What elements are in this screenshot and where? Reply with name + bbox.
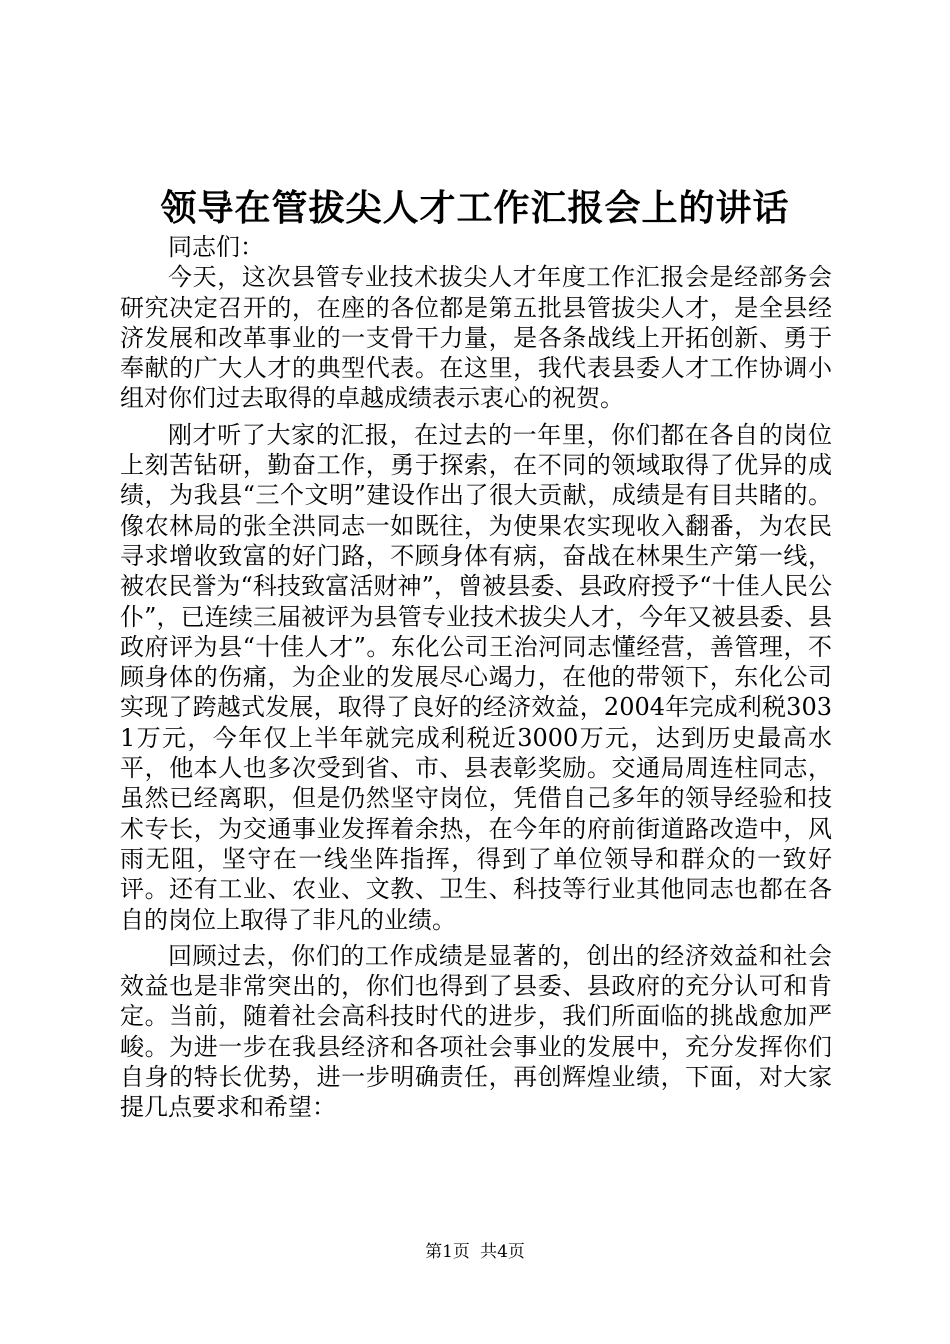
page-footer: [0, 1240, 950, 1264]
document-title: 领导在管拔尖人才工作汇报会上的讲话: [160, 187, 790, 229]
page-total: 共4页: [480, 1242, 525, 1262]
document-body: [120, 232, 832, 1123]
paragraph-outlook: 回顾过去，你们的工作成绩是显著的，创出的经济效益和社会效益也是非常突出的，你们也得到了县委、县政府的充分认可和肯定。当前，随着社会高科技时代的进步，我们所面临的挑战愈加严峻。为进一步在我县经济和各项社会事业的发展中，充分发挥你们自身的特长优势，进一步明确责任，再创辉煌业绩，下面，对大家提几点要求和希望：: [120, 941, 832, 1122]
paragraph-achievements: 刚才听了大家的汇报，在过去的一年里，你们都在各自的岗位上刻苦钻研，勤奋工作，勇于探索，在不同的领域取得了优异的成绩，为我县“三个文明”建设作出了很大贡献，成绩是有目共睹的。像农林局的张全洪同志一如既往，为使果农实现收入翻番，为农民寻求增收致富的好门路，不顾身体有病，奋战在林果生产第一线，被农民誉为“科技致富活财神”，曾被县委、县政府授予“十佳人民公仆”，已连续三届被评为县管专业技术拔尖人才，今年又被县委、县政府评为县“十佳人才”。东化公司王治河同志懂经营，善管理，不顾身体的伤痛，为企业的发展尽心竭力，在他的带领下，东化公司实现了跨越式发展，取得了良好的经济效益，2004年完成利税3031万元，今年仅上半年就完成利税近3000万元，达到历史最高水平，他本人也多次受到省、市、县表彰奖励。交通局周连柱同志，虽然已经离职，但是仍然坚守岗位，凭借自己多年的领导经验和技术专长，为交通事业发挥着余热，在今年的府前街道路改造中，风雨无阻，坚守在一线坐阵指挥，得到了单位领导和群众的一致好评。还有工业、农业、文教、卫生、科技等行业其他同志也都在各自的岗位上取得了非凡的业绩。: [120, 420, 832, 934]
paragraph-opening: 今天，这次县管专业技术拔尖人才年度工作汇报会是经部务会研究决定召开的，在座的各位都是第五批县管拔尖人才，是全县经济发展和改革事业的一支骨干力量，是各条战线上开拓创新、勇于奉献的广大人才的典型代表。在这里，我代表县委人才工作协调小组对你们过去取得的卓越成绩表示衷心的祝贺。: [120, 263, 832, 413]
page-number: 第1页: [425, 1242, 470, 1262]
salutation: 同志们：: [168, 233, 264, 261]
